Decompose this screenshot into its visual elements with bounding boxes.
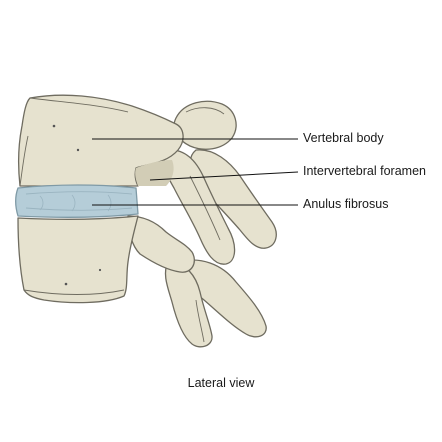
figure-caption: Lateral view	[187, 376, 255, 390]
lower-vertebral-body	[18, 216, 138, 303]
superior-articular-process	[174, 101, 236, 149]
lower-pedicle	[128, 216, 194, 272]
label-vertebral-body: Vertebral body	[303, 131, 384, 145]
anulus-fibrosus-disc	[16, 185, 138, 217]
label-anulus-fibrosus: Anulus fibrosus	[303, 197, 389, 211]
label-intervertebral-foramen: Intervertebral foramen	[303, 164, 426, 178]
